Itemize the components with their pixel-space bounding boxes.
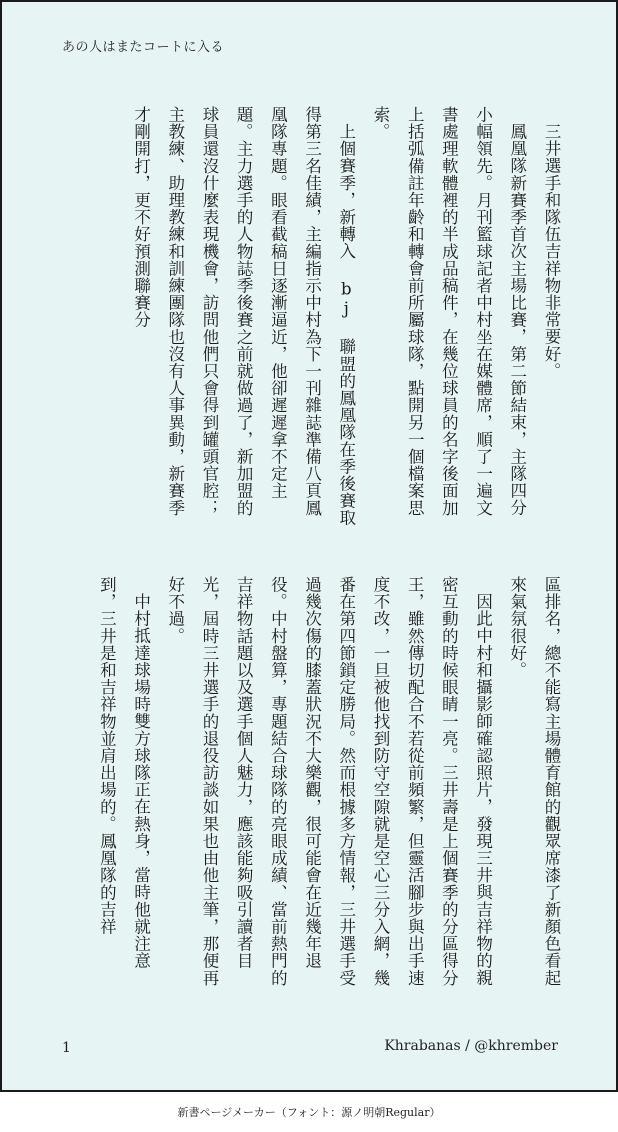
paragraph: 鳳凰隊新賽季首次主場比賽，第二節結束，主隊四分小幅領先。月刊籃球記者中村坐在媒體席，順了一遍文書處理軟體裡的半成品稿件，在幾位球員的名字後面加上括弧備註年齡和轉會前所屬球隊，點開另一個檔案思索。	[370, 106, 527, 517]
author-credit: Khrabanas / @khrember	[384, 1038, 558, 1054]
page-number: 1	[62, 1040, 71, 1056]
text-block-upper	[68, 106, 568, 528]
paragraph: 因此中村和攝影師確認照片，發現三井與吉祥物的親密互動的時候眼睛一亮。三井壽是上個賽季的分區得分王，雖然傳切配合不若從前頻繁，但靈活腳步與出手速度不改，一旦被他找到防守空隙就是空心三分入網，幾番在第四節鎖定勝局。然而根據多方情報，三井選手受過幾次傷的膝蓋狀況不大樂觀，很可能會在近幾年退役。中村盤算，專題結合球隊的亮眼成績、當前熱門的吉祥物話題以及選手個人魅力，應該能夠吸引讀者目光，屆時三井選手的退役訪談如果也由他主筆，那便再好不過。	[165, 576, 493, 987]
paragraph: 三井選手和隊伍吉祥物非常要好。	[542, 122, 561, 379]
paragraph: 區排名，總不能寫主場體育館的觀眾席漆了新顏色看起來氣氛很好。	[507, 576, 561, 987]
text-block-lower	[68, 576, 568, 991]
generator-credit: 新書ページメーカー（フォント：源ノ明朝Regular）	[177, 1106, 441, 1119]
paragraph: 中村抵達球場時雙方球隊正在熱身，當時他就注意到，三井是和吉祥物並肩出場的。鳳凰隊的吉祥	[97, 576, 151, 969]
paragraph: 上個賽季，新轉入 bj 聯盟的鳳凰隊在季後賽取得第三名佳績，主編指示中村為下一刊雜誌準備八頁鳳凰隊專題。眼看截稿日逐漸逼近，他卻遲遲拿不定主題。主力選手的人物誌季後賽之前就做過了，新加盟的球員還沒什麼表現機會，訪問他們只會得到罐頭官腔；主教練、助理教練和訓練團隊也沒有人事異動，新賽季才剛開打，更不好預測聯賽分	[131, 106, 356, 526]
running-title: あの人はまたコートに入る	[62, 40, 225, 55]
